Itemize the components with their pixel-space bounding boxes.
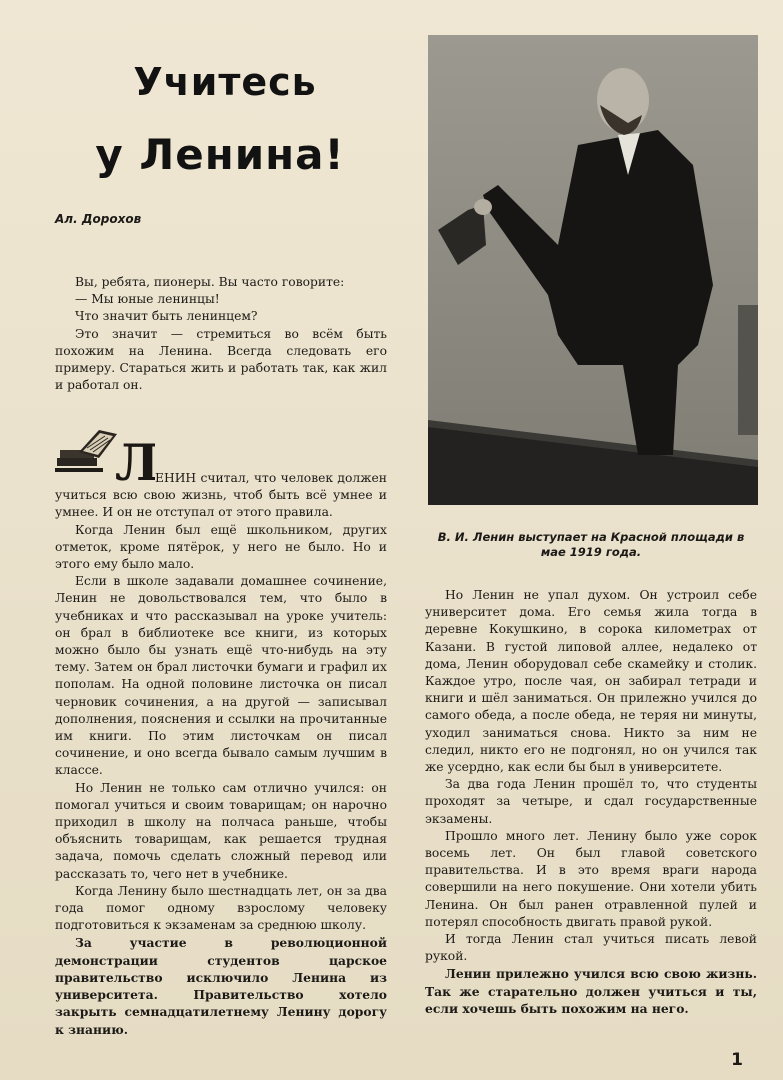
body-paragraph: Ленин прилежно учился всю свою жизнь. Так же старательно должен учиться и ты, если хочешь быть похожим на него. <box>425 966 757 1016</box>
body-paragraph: Но Ленин не упал духом. Он устроил себе университет дома. Его семья жила тогда в деревне Кокушкино, в сорока километрах от Казани. В густой липовой аллее, недалеко от дома, Ленин оборудовал себе скамейку и столик. Каждое утро, после чая, он забирал тетради и книги и шёл заниматься. Он прилежно учился до самого обеда, а после обеда, не теряя ни минуты, уходил заниматься снова. Никто за ним не следил, никто его не подгонял, но он учился так же усердно, как если бы был в университете. <box>425 588 757 775</box>
body-paragraph: ЕНИН считал, что человек должен учиться всю свою жизнь, чтоб быть всё умнее и умнее. И он не отступал от этого правила. <box>55 471 387 520</box>
intro-paragraph: Вы, ребята, пионеры. Вы часто говорите: <box>75 275 345 289</box>
intro-text <box>55 274 387 394</box>
body-paragraph: Прошло много лет. Ленину было уже сорок восемь лет. Он был главой советского правительства. И в это время враги народа совершили на него покушение. Они хотели убить Ленина. Он был ранен отравленной пулей и потерял способность двигать правой рукой. <box>425 828 757 929</box>
title-line-1: Учитесь <box>133 60 317 104</box>
photo-illustration <box>428 35 758 505</box>
right-column <box>425 587 757 1017</box>
left-column <box>55 470 387 1038</box>
intro-paragraph: — Мы юные ленинцы! <box>75 292 220 307</box>
photo-caption: В. И. Ленин выступает на Красной площади в мае 1919 года. <box>437 530 745 559</box>
dropcap-letter: Л <box>115 433 155 484</box>
body-paragraph: И тогда Ленин стал учиться писать левой рукой. <box>425 932 757 964</box>
page-number: 1 <box>731 1050 743 1070</box>
body-paragraph: Если в школе задавали домашнее сочинение, Ленин не довольствовался тем, что было в учебниках и что рассказывал на уроке учитель: он брал в библиотеке все книги, из которых можно было бы узнать ещё что-нибудь на эту тему. Затем он брал листочки бумаги и графил их пополам. На одной половине листочка он писал черновик сочинения, а на другой — записывал дополнения, пояснения и ссылки на прочитанные им книги. По этим листочкам он писал сочинение, и оно всегда бывало самым лучшим в классе. <box>55 574 387 778</box>
body-paragraph: Но Ленин не только сам отлично учился: он помогал учиться и своим товарищам; он нарочно приходил в школу на полчаса раньше, чтобы объяснить товарищам, как решается трудная задача, помочь сделать сложный перевод или рассказать то, чего нет в учебнике. <box>55 780 387 881</box>
body-paragraph: Когда Ленин был ещё школьником, других отметок, кроме пятёрок, у него не было. Но и этого ему было мало. <box>55 522 387 572</box>
body-paragraph: Когда Ленину было шестнадцать лет, он за два года помог одному взрослому человеку подготовиться к экзаменам за среднюю школу. <box>55 883 387 933</box>
lenin-photo <box>428 35 758 505</box>
title-line-2: у Ленина! <box>95 130 345 179</box>
intro-paragraph: Что значит быть ленинцем? <box>75 309 258 324</box>
body-paragraph: За два года Ленин прошёл то, что студенты проходят за четыре, и сдал государственные экзамены. <box>425 777 757 826</box>
author-name: Ал. Дорохов <box>55 212 142 226</box>
intro-paragraph: Это значит — стремиться во всём быть похожим на Ленина. Всегда следовать его примеру. Стараться жить и работать так, как жил и работал он. <box>55 326 387 393</box>
body-paragraph: За участие в революционной демонстрации студентов царское правительство исключило Ленина из университета. Правительство хотело закрыть семнадцатилетнему Ленину дорогу к знанию. <box>55 935 387 1037</box>
